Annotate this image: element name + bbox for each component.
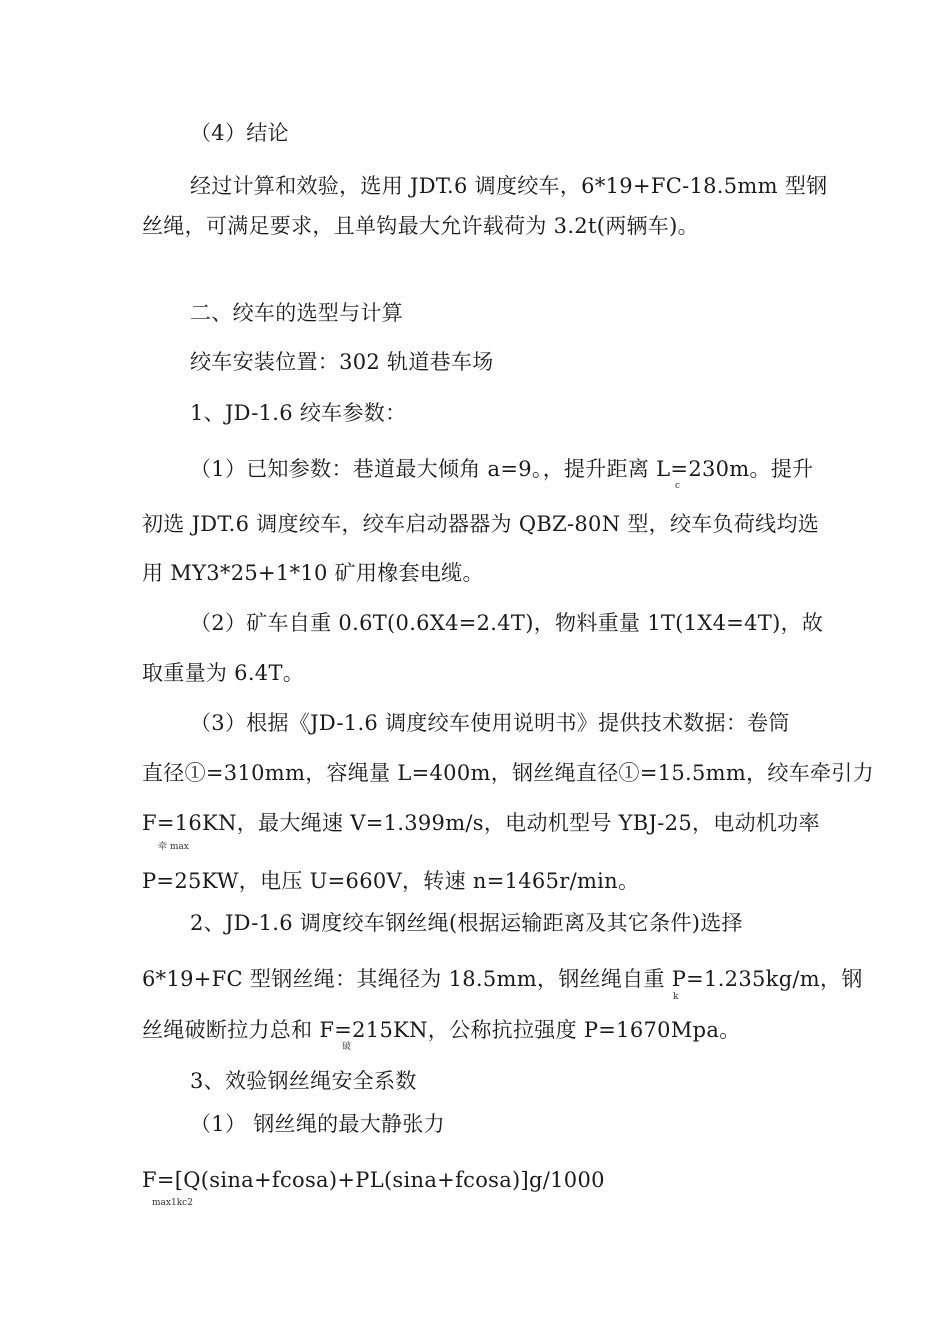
subsection-heading: 2、JD-1.6 调度绞车钢丝绳(根据运输距离及其它条件)选择 (190, 911, 743, 935)
subscript-label: k (673, 992, 679, 1002)
paragraph-line: 6*19+FC 型钢丝绳：其绳径为 18.5mm，钢丝绳自重 P=1.235kg/m，钢 (142, 967, 863, 991)
paragraph-line: F=16KN，最大绳速 V=1.399m/s，电动机型号 YBJ-25，电动机功率 (142, 811, 820, 835)
subscript-label: max1kc2 (152, 1198, 193, 1208)
section-heading-winch-selection: 二、绞车的选型与计算 (190, 301, 403, 325)
subscript-label: 牵 max (158, 842, 189, 852)
formula-line: F=[Q(sina+fcosa)+PL(sina+fcosa)]g/1000 (142, 1168, 605, 1192)
paragraph-line: （2）矿车自重 0.6T(0.6X4=2.4T)，物料重量 1T(1X4=4T)，故 (190, 611, 824, 635)
paragraph-line: （3）根据《JD-1.6 调度绞车使用说明书》提供技术数据：卷筒 (190, 711, 790, 735)
paragraph-line: 用 MY3*25+1*10 矿用橡套电缆。 (142, 561, 484, 585)
subsection-heading: 1、JD-1.6 绞车参数： (190, 401, 407, 425)
paragraph-line: P=25KW，电压 U=660V，转速 n=1465r/min。 (142, 869, 640, 893)
paragraph-line: 丝绳破断拉力总和 F=215KN，公称抗拉强度 P=1670Mpa。 (142, 1018, 741, 1042)
paragraph-line: （1）已知参数：巷道最大倾角 a=9。，提升距离 L=230m。提升 (190, 457, 814, 481)
paragraph-line: 绞车安装位置：302 轨道巷车场 (190, 350, 494, 374)
paragraph-line: 丝绳，可满足要求，且单钩最大允许载荷为 3.2t(两辆车)。 (142, 214, 699, 238)
paragraph-line: 取重量为 6.4T。 (142, 661, 305, 685)
subscript-label: 破 (342, 1042, 352, 1052)
paragraph-line: 经过计算和效验，选用 JDT.6 调度绞车，6*19+FC-18.5mm 型钢 (190, 174, 828, 198)
subscript-label: c (675, 481, 681, 491)
subsection-heading: 3、效验钢丝绳安全系数 (190, 1069, 417, 1093)
paragraph-line: 初选 JDT.6 调度绞车，绞车启动器器为 QBZ-80N 型，绞车负荷线均选 (142, 512, 820, 536)
paragraph-line: （1） 钢丝绳的最大静张力 (190, 1112, 445, 1136)
paragraph-line: 直径①=310mm，容绳量 L=400m，钢丝绳直径①=15.5mm，绞车牵引力 (142, 761, 874, 785)
section-heading-conclusion: （4）结论 (190, 121, 289, 145)
